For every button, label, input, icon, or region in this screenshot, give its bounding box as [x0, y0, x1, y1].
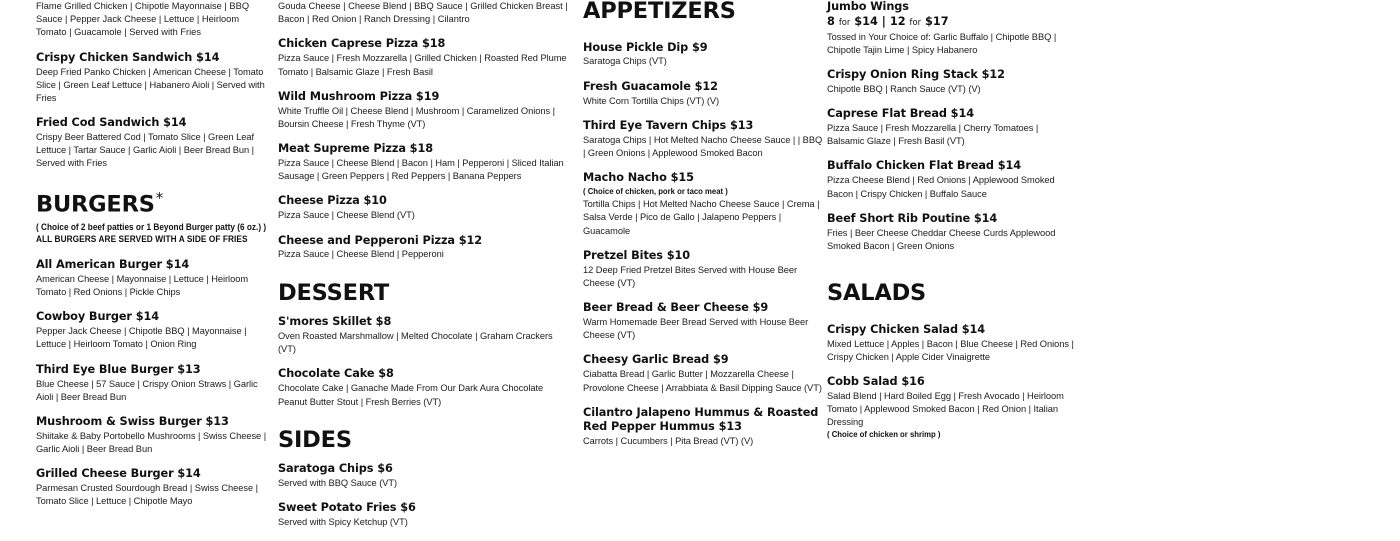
price-separator: | — [881, 14, 886, 28]
section-title-sides: SIDES — [278, 426, 352, 453]
menu-item-name: Crispy Onion Ring Stack $12 — [827, 68, 1005, 81]
menu-item — [583, 171, 823, 238]
menu-item-name: Chicken Caprese Pizza $18 — [278, 37, 446, 51]
menu-item-name: Cowboy Burger $14 — [36, 310, 159, 324]
menu-item-description: Shiitake & Baby Portobello Mushrooms | Swiss Cheese | Garlic Aioli | Beer Bread Bun — [36, 430, 267, 455]
spacer — [36, 182, 268, 191]
menu-item — [278, 501, 568, 529]
menu-item-description: Oven Roasted Marshmallow | Melted Chocolate | Graham Crackers (VT) — [278, 331, 553, 355]
menu-item-name: Fried Cod Sandwich $14 — [36, 116, 187, 130]
menu-item-name: Buffalo Chicken Flat Bread $14 — [827, 159, 1022, 173]
menu-item-description: White Corn Tortilla Chips (VT) (V) — [583, 95, 720, 106]
section-burgers — [36, 188, 268, 246]
section-title — [36, 188, 268, 218]
menu-item-description: Pizza Cheese Blend | Red Onions | Applewood Smoked Bacon | Crispy Chicken | Buffalo Sauce — [827, 175, 1055, 199]
menu-column-wings-salads — [827, 0, 1077, 452]
menu-item — [278, 315, 568, 356]
wings-count-8: 8 — [827, 14, 835, 28]
menu-item-subnote: ( Choice of chicken, pork or taco meat ) — [583, 186, 728, 197]
menu-item-description: Pizza Sauce | Cheese Blend | Pepperoni — [278, 249, 444, 260]
menu-item-name: Cheesy Garlic Bread $9 — [583, 353, 729, 367]
menu-item — [583, 41, 823, 69]
menu-item-name: Sweet Potato Fries $6 — [278, 501, 416, 515]
menu-item-description: Chipotle BBQ | Ranch Sauce (VT) (V) — [827, 83, 981, 94]
menu-item-name: S'mores Skillet $8 — [278, 315, 392, 329]
menu-item — [278, 90, 568, 131]
section-note-patties: ( Choice of 2 beef patties or 1 Beyond Burger patty (6 oz.) ) — [36, 220, 267, 232]
menu-column-appetizers — [583, 0, 823, 459]
menu-item-description: Parmesan Crusted Sourdough Bread | Swiss Cheese | Tomato Slice | Lettuce | Chipotle Mayo — [36, 483, 259, 507]
menu-item-name: Third Eye Tavern Chips $13 — [583, 118, 754, 132]
menu-item — [827, 107, 1077, 148]
section-note-fries: ALL BURGERS ARE SERVED WITH A SIDE OF FRIES — [36, 233, 248, 245]
menu-item-description: Served with BBQ Sauce (VT) — [278, 478, 398, 489]
menu-item-description: Saratoga Chips (VT) — [583, 56, 667, 67]
menu-item-name: Fresh Guacamole $12 — [583, 79, 718, 93]
menu-item — [36, 310, 268, 351]
menu-item-description: Pizza Sauce | Cheese Blend | Bacon | Ham | Pepperoni | Sliced Italian Sausage | Green Peppers | Red Peppers | Banana Peppers — [278, 157, 564, 182]
menu-item — [278, 142, 568, 183]
menu-item — [827, 159, 1077, 200]
menu-item-name: Cheese and Pepperoni Pizza $12 — [278, 233, 483, 247]
menu-item-name: Beef Short Rib Poutine $14 — [827, 211, 998, 225]
menu-item-description: Served with Spicy Ketchup (VT) — [278, 517, 408, 528]
menu-item-description: Fries | Beer Cheese Cheddar Cheese Curds Applewood Smoked Bacon | Green Onions — [827, 227, 1056, 251]
section-title-salads: SALADS — [827, 280, 927, 307]
menu-item-description: Ciabatta Bread | Garlic Butter | Mozzarella Cheese | Provolone Cheese | Arrabbiata & Basil Dipping Sauce (VT) — [583, 369, 822, 393]
menu-item — [583, 249, 823, 290]
menu-item — [827, 375, 1077, 441]
menu-item — [36, 116, 268, 171]
menu-item-name: Chocolate Cake $8 — [278, 367, 394, 381]
section-title-text: BURGERS — [36, 191, 155, 218]
menu-item-name: House Pickle Dip $9 — [583, 40, 708, 54]
menu-item-name: Macho Nacho $15 — [583, 171, 694, 185]
menu-item-description: White Truffle Oil | Cheese Blend | Mushroom | Caramelized Onions | Boursin Cheese | Fresh Thyme (VT) — [278, 105, 555, 129]
menu-column-sandwiches-burgers — [36, 0, 268, 520]
menu-item-description: Pizza Sauce | Cheese Blend (VT) — [278, 210, 415, 221]
menu-item-description: Salad Blend | Hard Boiled Egg | Fresh Avocado | Heirloom Tomato | Applewood Smoked Bacon | Red Onion | Italian Dressing — [827, 390, 1064, 428]
section-title-dessert: DESSERT — [278, 279, 390, 306]
menu-item-name: All American Burger $14 — [36, 257, 190, 271]
menu-item-description: Carrots | Cucumbers | Pita Bread (VT) (V) — [583, 436, 754, 447]
item-description: Gouda Cheese | Cheese Blend | BBQ Sauce | Grilled Chicken Breast | Bacon | Red Onion | Ranch Dressing | Cilantro — [278, 1, 568, 25]
menu-item-description: Tossed in Your Choice of: Garlic Buffalo | Chipotle BBQ | Chipotle Tajin Lime | Spicy Habanero — [827, 31, 1057, 55]
item-description: Flame Grilled Chicken | Chipotle Mayonnaise | BBQ Sauce | Pepper Jack Cheese | Lettuce | Heirloom Tomato | Guacamole | Served with Fries — [36, 1, 250, 38]
menu-item-description: Tortilla Chips | Hot Melted Nacho Cheese Sauce | Crema | Salsa Verde | Pico de Gallo | Jalapeno Peppers | Guacamole — [583, 199, 820, 236]
menu-item-description: Blue Cheese | 57 Sauce | Crispy Onion Straws | Garlic Aioli | Beer Bread Bun — [36, 378, 258, 402]
menu-item — [36, 363, 268, 404]
menu-item-description: 12 Deep Fried Pretzel Bites Served with House Beer Cheese (VT) — [583, 264, 798, 288]
menu-item-description: Crispy Beer Battered Cod | Tomato Slice | Green Leaf Lettuce | Tartar Sauce | Garlic Aioli | Beer Bread Bun | Served with Fries — [36, 132, 255, 169]
section-title-appetizers: APPETIZERS — [583, 0, 736, 24]
menu-item-description: Mixed Lettuce | Apples | Bacon | Blue Cheese | Red Onions | Crispy Chicken | Apple Cider Vinaigrette — [827, 338, 1074, 362]
menu-item-name: Jumbo Wings — [827, 0, 909, 13]
menu-item — [583, 80, 823, 108]
menu-item-name: Crispy Chicken Sandwich $14 — [36, 50, 220, 64]
menu-item-name: Grilled Cheese Burger $14 — [36, 467, 201, 481]
menu-item — [36, 467, 268, 508]
menu-item-description: Pizza Sauce | Fresh Mozzarella | Grilled Chicken | Roasted Red Plume Tomato | Balsamic Glaze | Fresh Basil — [278, 53, 567, 77]
menu-item-name: Mushroom & Swiss Burger $13 — [36, 414, 229, 428]
menu-item — [36, 258, 268, 299]
wings-price-12: $17 — [925, 14, 949, 28]
menu-item — [583, 353, 823, 394]
menu-item — [827, 68, 1077, 96]
menu-item — [583, 301, 823, 342]
menu-item-name: Meat Supreme Pizza $18 — [278, 142, 433, 156]
menu-item — [827, 0, 1077, 57]
menu-item-name: Cheese Pizza $10 — [278, 194, 387, 208]
menu-item — [583, 119, 823, 160]
menu-item-name: Cilantro Jalapeno Hummus & Roasted Red Pepper Hummus $13 — [583, 405, 819, 434]
menu-item — [278, 194, 568, 222]
menu-item-name: Saratoga Chips $6 — [278, 462, 393, 476]
menu-item-description: American Cheese | Mayonnaise | Lettuce | Heirloom Tomato | Red Onions | Pickle Chips — [36, 273, 249, 298]
menu-item-name: Cobb Salad $16 — [827, 374, 925, 388]
menu-item-description: Saratoga Chips | Hot Melted Nacho Cheese Sauce | | BBQ | Green Onions | Applewood Smoked Bacon — [583, 134, 823, 158]
menu-item — [278, 37, 568, 78]
menu-item — [827, 323, 1077, 364]
wings-price-8: $14 — [854, 14, 878, 28]
menu-item-name: Third Eye Blue Burger $13 — [36, 362, 201, 376]
menu-column-pizza-dessert-sides — [278, 0, 568, 541]
menu-item — [278, 367, 568, 408]
for-label-2: for — [909, 16, 922, 27]
menu-item — [827, 212, 1077, 253]
menu-item-description: Pepper Jack Cheese | Chipotle BBQ | Mayonnaise | Lettuce | Heirloom Tomato | Onion Ring — [36, 326, 247, 350]
menu-item-price-line — [827, 15, 1077, 30]
menu-item-subnote: ( Choice of chicken or shrimp ) — [827, 429, 941, 440]
menu-item-description: Chocolate Cake | Ganache Made From Our Dark Aura Chocolate Peanut Butter Stout | Fresh Berries (VT) — [278, 383, 544, 407]
for-label-1: for — [838, 16, 851, 27]
menu-item — [278, 462, 568, 490]
menu-item-name: Beer Bread & Beer Cheese $9 — [583, 301, 769, 315]
menu-item — [583, 406, 823, 449]
menu-item-description: Warm Homemade Beer Bread Served with House Beer Cheese (VT) — [583, 317, 809, 341]
menu-item-name: Crispy Chicken Salad $14 — [827, 322, 986, 336]
menu-item — [36, 51, 268, 106]
menu-item-name: Caprese Flat Bread $14 — [827, 107, 974, 121]
menu-item-description: Pizza Sauce | Fresh Mozzarella | Cherry Tomatoes | Balsamic Glaze | Fresh Basil (VT) — [827, 123, 1039, 147]
wings-count-12: 12 — [889, 14, 906, 28]
menu-item — [278, 234, 568, 262]
menu-item-description: Deep Fried Panko Chicken | American Cheese | Tomato Slice | Green Leaf Lettuce | Habanero Aioli | Served with Fries — [36, 66, 265, 103]
menu-item-name: Wild Mushroom Pizza $19 — [278, 89, 440, 103]
asterisk-marker: * — [155, 188, 164, 207]
menu-item-name: Pretzel Bites $10 — [583, 248, 691, 262]
menu-item — [36, 415, 268, 456]
